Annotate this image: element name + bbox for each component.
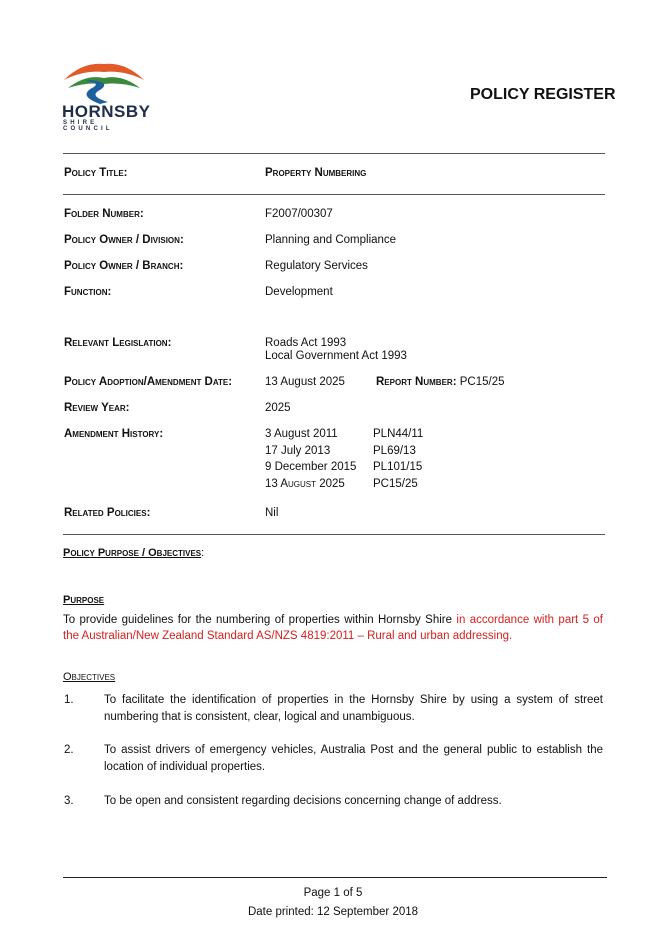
footer-divider [63, 877, 607, 878]
hornsby-logo-icon [60, 60, 150, 105]
amendment-ref: PL101/15 [373, 461, 423, 473]
related-policies-label: Related Policies: [64, 507, 151, 519]
council-logo [60, 60, 150, 130]
legislation-value-1: Roads Act 1993 [265, 337, 347, 349]
objective-text: To facilitate the identification of properties in the Hornsby Shire by using a system of street numbering that is consistent, clear, logical and unambiguous. [104, 694, 603, 723]
logo-subtitle: SHIRE COUNCIL [63, 120, 113, 132]
amendment-ref: PLN44/11 [373, 428, 424, 440]
folder-number-label: Folder Number: [64, 208, 144, 220]
legislation-label: Relevant Legislation: [64, 337, 172, 349]
division-value: Planning and Compliance [265, 234, 397, 246]
amendment-date: 3 August 2011 [265, 428, 338, 440]
policy-title-label: Policy Title: [64, 167, 128, 179]
amendment-date: 9 December 2015 [265, 461, 357, 473]
objective-text: To assist drivers of emergency vehicles, Australia Post and the general public to establish the location of individual properties. [104, 744, 603, 773]
page-title: POLICY REGISTER [470, 86, 616, 103]
branch-value: Regulatory Services [265, 260, 368, 272]
table-bottom-divider [63, 534, 605, 535]
amendment-ref: PC15/25 [373, 478, 418, 490]
legislation-value-2: Local Government Act 1993 [265, 350, 407, 362]
report-number: Report Number: PC15/25 [376, 376, 505, 388]
top-divider [63, 153, 605, 154]
related-policies-value: Nil [265, 507, 279, 519]
report-number-label: Report Number [376, 376, 453, 388]
function-label: Function: [64, 286, 112, 298]
objectives-heading: Objectives [63, 671, 116, 683]
title-divider [63, 194, 605, 195]
purpose-heading: Purpose [63, 594, 105, 606]
objective-number: 1. [64, 694, 74, 706]
division-label: Policy Owner / Division: [64, 234, 184, 246]
objective-number: 2. [64, 744, 74, 756]
purpose-text-red: in accordance with part 5 of the Australian/New Zealand Standard AS/NZS 4819:2011 – Rural and urban addressing. [63, 614, 603, 642]
function-value: Development [265, 286, 333, 298]
amendment-date: 17 July 2013 [265, 445, 331, 457]
adoption-date-label: Policy Adoption/Amendment Date: [64, 376, 233, 388]
review-year-label: Review Year: [64, 402, 130, 414]
objective-number: 3. [64, 795, 74, 807]
amendment-ref: PL69/13 [373, 445, 416, 457]
page-number: Page 1 of 5 [303, 887, 363, 899]
review-year-value: 2025 [265, 402, 291, 414]
purpose-objectives-heading: Policy Purpose / Objectives: [63, 547, 205, 559]
policy-title-value: Property Numbering [265, 167, 367, 179]
date-printed: Date printed: 12 September 2018 [247, 906, 419, 918]
branch-label: Policy Owner / Branch: [64, 260, 184, 272]
amendment-date: 13 August 2025 [265, 478, 345, 490]
logo-name: HORNSBY [62, 102, 151, 121]
adoption-date-value: 13 August 2025 [265, 376, 345, 388]
amendment-history-label: Amendment History: [64, 428, 164, 440]
report-number-value: PC15/25 [459, 376, 505, 388]
purpose-text: To provide guidelines for the numbering of properties within Hornsby Shire in accordance with part 5 of the Australian/New Zealand Standard AS/NZS 4819:2011 – Rural and urban addressing. [63, 614, 603, 642]
objective-text: To be open and consistent regarding decisions concerning change of address. [104, 795, 502, 807]
folder-number-value: F2007/00307 [265, 208, 333, 220]
